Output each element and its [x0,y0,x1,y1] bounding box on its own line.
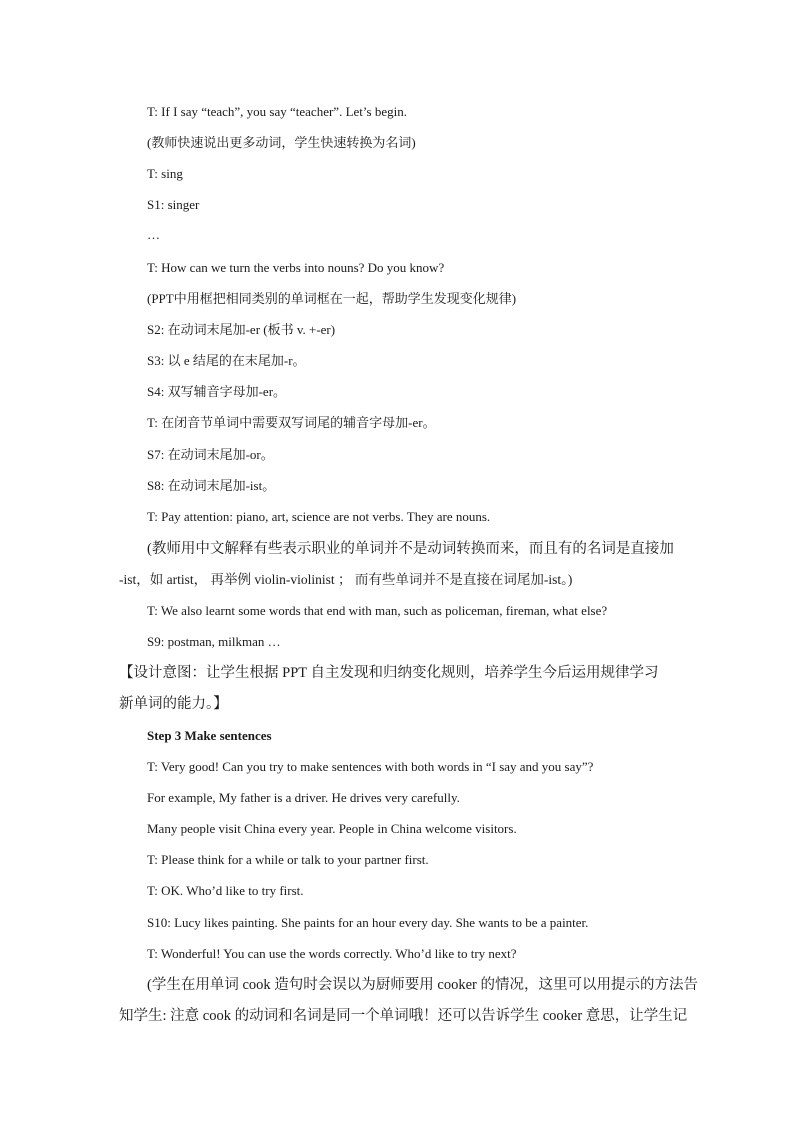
dialogue-line: S2: 在动词末尾加-er (板书 v. +-er) [147,322,336,337]
dialogue-line: T: How can we turn the verbs into nouns? Do you know? [147,260,445,275]
dialogue-line: S8: 在动词末尾加-ist。 [147,478,276,493]
teacher-note-continued: -ist，如 artist， 再举例 violin-violinist ； 而有些单词并不是直接在词尾加-ist。) [119,572,573,587]
teacher-note: (PPT中用框把相同类别的单词框在一起，帮助学生发现变化规律) [147,291,517,306]
teacher-note: (教师用中文解释有些表示职业的单词并不是动词转换而来，而且有的名词是直接加 [147,541,674,557]
dialogue-line: For example, My father is a driver. He drives very carefully. [147,790,460,805]
dialogue-line: T: sing [147,166,183,181]
dialogue-line: T: Very good! Can you try to make sentences with both words in “I say and you say”? [147,759,594,774]
dialogue-line: T: Pay attention: piano, art, science are not verbs. They are nouns. [147,509,491,524]
design-intent-continued: 新单词的能力。】 [119,696,228,712]
dialogue-line: T: Wonderful! You can use the words correctly. Who’d like to try next? [147,946,517,961]
teacher-note-continued: 知学生: 注意 cook 的动词和名词是同一个单词哦！还可以告诉学生 cooker 意思，让学生记 [119,1008,688,1024]
dialogue-line: T: We also learnt some words that end with man, such as policeman, fireman, what else? [147,603,608,618]
dialogue-line: Many people visit China every year. People in China welcome visitors. [147,821,517,836]
dialogue-line: T: If I say “teach”, you say “teacher”. Let’s begin. [147,104,407,119]
teacher-note: (学生在用单词 cook 造句时会误以为厨师要用 cooker 的情况，这里可以用提示的方法告 [147,977,698,993]
dialogue-line: T: OK. Who’d like to try first. [147,883,304,898]
dialogue-line: T: Please think for a while or talk to your partner first. [147,852,429,867]
dialogue-line: S9: postman, milkman … [147,634,281,649]
dialogue-line: S10: Lucy likes painting. She paints for an hour every day. She wants to be a painter. [147,915,589,930]
dialogue-line: S4: 双写辅音字母加-er。 [147,384,287,399]
dialogue-line: S3: 以 e 结尾的在末尾加-r。 [147,353,306,368]
teacher-note: (教师快速说出更多动词，学生快速转换为名词) [147,135,416,150]
dialogue-line: S7: 在动词末尾加-or。 [147,447,274,462]
ellipsis: … [147,227,161,242]
section-heading: Step 3 Make sentences [147,728,272,743]
dialogue-line: S1: singer [147,197,200,212]
design-intent: 【设计意图：让学生根据 PPT 自主发现和归纳变化规则，培养学生今后运用规律学习 [119,665,659,681]
dialogue-line: T: 在闭音节单词中需要双写词尾的辅音字母加-er。 [147,415,436,430]
